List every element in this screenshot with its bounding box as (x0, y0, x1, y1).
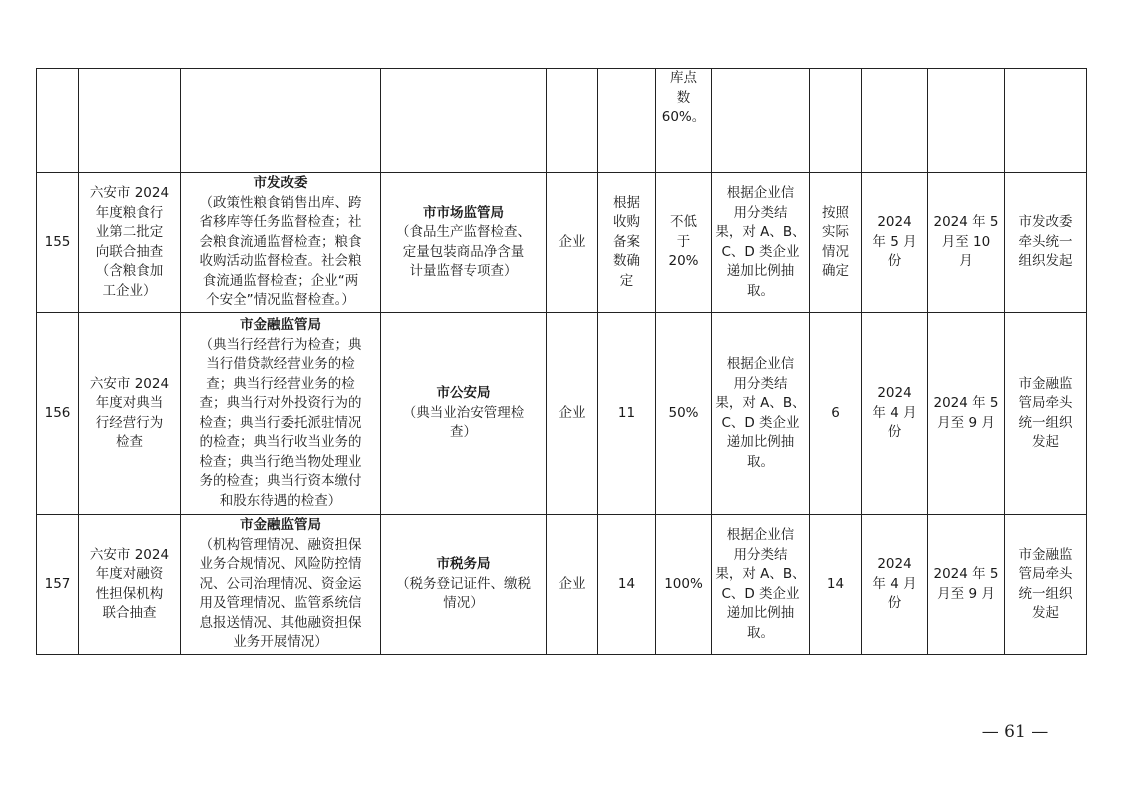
cell-sample (810, 313, 862, 515)
cell-task (79, 173, 181, 313)
table-row (37, 313, 1087, 515)
dept1-items: （典当行经营行为检查；典 当行借贷款经营业务的检 查；典当行经营业务的检 查；典当行对外投资行为的 检查；典当行委托派驻情况 的检查；典当行收当业务的 检查；典当行绝当物处理业 务的检查；典当行资本缴付 和股东待遇的检查） (199, 336, 362, 509)
dept2-items: （食品生产监督检查、 定量包装商品净含量 计量监督专项查） (396, 224, 531, 279)
cell-dept1 (181, 69, 381, 173)
cell-dept2 (381, 173, 547, 313)
count-text: 根据 收购 备案 数确 定 (613, 194, 640, 289)
dept2-name: 市市场监管局 (423, 204, 504, 221)
cell-period (928, 313, 1005, 515)
dept1-items: （机构管理情况、融资担保 业务合规情况、风险防控情 况、公司治理情况、资金运 用及管理情况、监管系统信 息报送情况、其他融资担保 业务开展情况） (199, 536, 362, 651)
cell-period (928, 173, 1005, 313)
task-text: 六安市 2024 年度对融资 性担保机构 联合抽查 (89, 546, 170, 621)
cell-count (598, 69, 656, 173)
method-text: 根据企业信 用分类结 果，对 A、B、 C、D 类企业 递加比例抽 取。 (715, 527, 806, 641)
start-text: 2024 年 4 月 份 (872, 385, 917, 441)
cell-method (712, 69, 810, 173)
dept2-name: 市税务局 (436, 556, 491, 573)
start-text: 2024 年 5 月 份 (872, 214, 917, 270)
cell-start (862, 69, 928, 173)
table-row-continued (37, 69, 1087, 173)
period-text: 2024 年 5 月至 9 月 (933, 566, 999, 602)
sample-text: 14 (826, 575, 845, 592)
count-text: 11 (617, 404, 636, 421)
cell-ratio (656, 173, 712, 313)
cell-start (862, 313, 928, 515)
cell-sample (810, 173, 862, 313)
cell-task (79, 515, 181, 655)
cell-lead (1005, 69, 1087, 173)
cell-lead (1005, 515, 1087, 655)
cell-no: 156 (37, 313, 79, 515)
cell-sample (810, 69, 862, 173)
cell-ratio (656, 515, 712, 655)
lead-text: 市发改委 牵头统一 组织发起 (1018, 214, 1073, 270)
cell-dept2 (381, 313, 547, 515)
cell-method (712, 313, 810, 515)
cell-dept1 (181, 515, 381, 655)
cell-count (598, 515, 656, 655)
cell-period (928, 69, 1005, 173)
cell-method (712, 173, 810, 313)
inspection-table (36, 68, 1087, 655)
cell-count (598, 173, 656, 313)
cell-object: 企业 (547, 515, 598, 655)
page-number: — 61 — (981, 722, 1049, 742)
cell-object: 企业 (547, 313, 598, 515)
cell-dept2 (381, 69, 547, 173)
period-text: 2024 年 5 月至 10 月 (933, 214, 999, 270)
method-text: 根据企业信 用分类结 果，对 A、B、 C、D 类企业 递加比例抽 取。 (715, 185, 806, 299)
cell-object: 企业 (547, 173, 598, 313)
task-text: 六安市 2024 年度粮食行 业第二批定 向联合抽查 （含粮食加 工企业） (89, 185, 170, 299)
cell-dept2 (381, 515, 547, 655)
cell-start (862, 173, 928, 313)
cell-start (862, 515, 928, 655)
ratio-text: 50% (668, 404, 699, 421)
ratio-text: 不低 于 20% (668, 214, 699, 270)
dept2-items: （税务登记证件、缴税 情况） (396, 575, 531, 612)
table-row (37, 173, 1087, 313)
lead-text: 市金融监 管局牵头 统一组织 发起 (1018, 546, 1073, 621)
sample-text: 6 (831, 404, 840, 421)
cell-period (928, 515, 1005, 655)
dept1-name: 市金融监管局 (240, 317, 321, 333)
dept1-name: 市发改委 (253, 175, 308, 192)
cell-no: 157 (37, 515, 79, 655)
cell-lead (1005, 313, 1087, 515)
cell-sample (810, 515, 862, 655)
start-text: 2024 年 4 月 份 (872, 556, 917, 612)
cell-count (598, 313, 656, 515)
period-text: 2024 年 5 月至 9 月 (933, 395, 999, 431)
count-text: 14 (617, 575, 636, 592)
cell-task (79, 313, 181, 515)
ratio-text: 库点 数 60%。 (661, 70, 706, 125)
task-text: 六安市 2024 年度对典当 行经营行为 检查 (89, 375, 170, 450)
lead-text: 市金融监 管局牵头 统一组织 发起 (1018, 375, 1073, 450)
table-row (37, 515, 1087, 655)
dept1-items: （政策性粮食销售出库、跨 省移库等任务监督检查；社 会粮食流通监督检查；粮食 收购活动监督检查。社会粮 食流通监督检查；企业“两 个安全”情况监督检查。） (199, 194, 362, 309)
cell-task (79, 69, 181, 173)
ratio-text: 100% (664, 575, 703, 592)
cell-ratio (656, 313, 712, 515)
dept1-name: 市金融监管局 (240, 517, 321, 534)
cell-object (547, 69, 598, 173)
cell-dept1 (181, 173, 381, 313)
cell-method (712, 515, 810, 655)
dept2-items: （典当业治安管理检 查） (402, 404, 525, 441)
cell-no: 155 (37, 173, 79, 313)
method-text: 根据企业信 用分类结 果，对 A、B、 C、D 类企业 递加比例抽 取。 (715, 356, 806, 470)
cell-ratio (656, 69, 712, 173)
cell-no (37, 69, 79, 173)
cell-dept1 (181, 313, 381, 515)
cell-lead (1005, 173, 1087, 313)
dept2-name: 市公安局 (436, 385, 491, 402)
sample-text: 按照 实际 情况 确定 (822, 204, 849, 279)
